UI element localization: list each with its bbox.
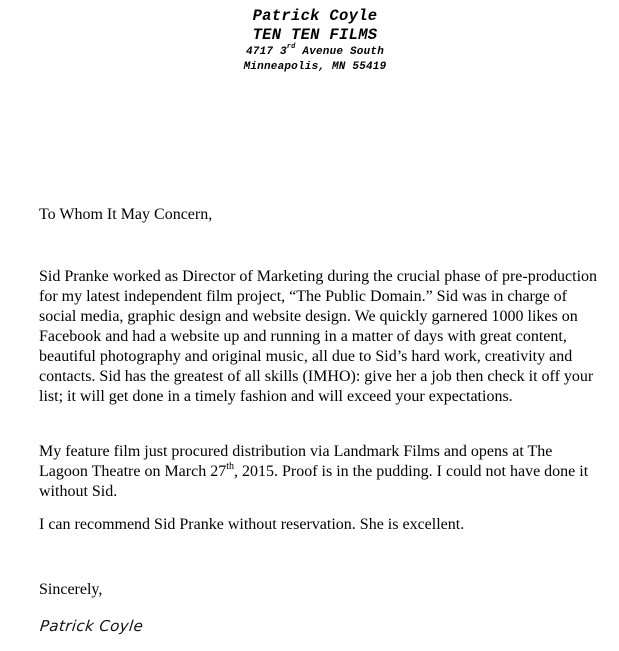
paragraph-2-text-a: My feature film just procured distribution via Landmark Films and opens at The Lagoon Theatre on March 27	[39, 443, 553, 480]
paragraph-2	[39, 442, 599, 502]
paragraph-2-text-b: , 2015. Proof is in the pudding. I could not have done it without Sid.	[39, 463, 589, 500]
letterhead-city: Minneapolis, MN 55419	[243, 61, 387, 73]
street-rest: Avenue South	[295, 46, 385, 58]
date-ordinal-suffix: th	[226, 460, 234, 472]
letterhead-street	[0, 45, 619, 60]
paragraph-1: Sid Pranke worked as Director of Marketing during the crucial phase of pre-production for my latest independent film project, “The Public Domain.” Sid was in charge of social media, graphic design and website design. We quickly garnered 1000 likes on Facebook and had a website up and running in a matter of days with great content, beautiful photography and original music, all due to Sid’s hard work, creativity and contacts. Sid has the greatest of all skills (IMHO): give her a job then check it off your list; it will get done in a timely fashion and will exceed your expectations.	[39, 268, 598, 405]
letterhead	[0, 7, 619, 75]
street-number: 4717 3	[245, 46, 287, 58]
signature: Patrick Coyle	[39, 617, 145, 635]
street-ordinal-suffix: rd	[286, 43, 296, 52]
letterhead-name: Patrick Coyle	[252, 7, 378, 25]
closing: Sincerely,	[39, 581, 103, 598]
paragraph-3: I can recommend Sid Pranke without reservation. She is excellent.	[39, 516, 465, 533]
salutation: To Whom It May Concern,	[39, 206, 213, 223]
letterhead-company: TEN TEN FILMS	[252, 26, 378, 44]
